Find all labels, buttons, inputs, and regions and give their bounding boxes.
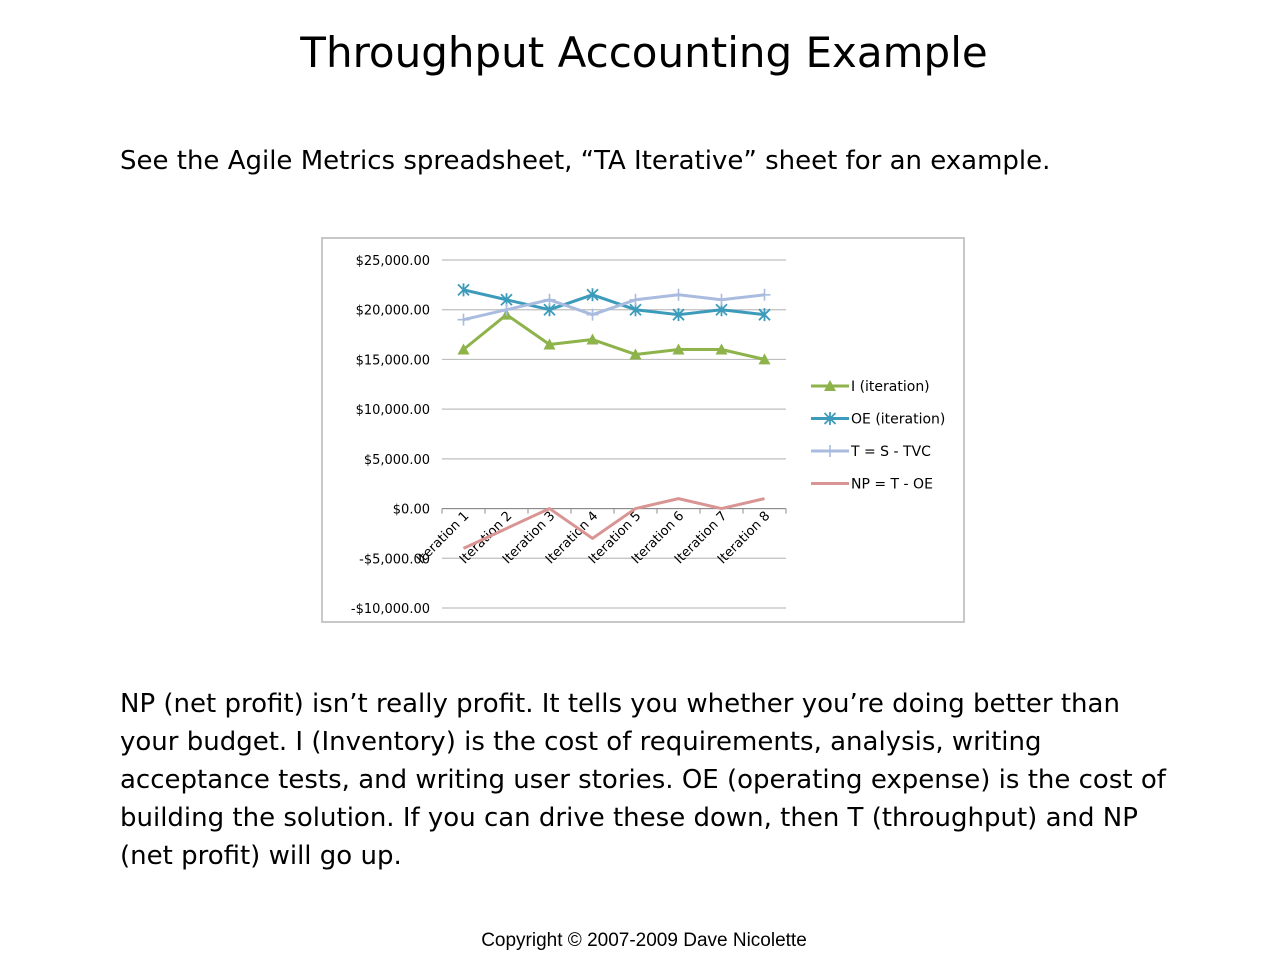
y-tick-label: -$10,000.00 (350, 602, 430, 617)
slide-title: Throughput Accounting Example (300, 28, 988, 77)
y-tick-label: -$5,000.00 (359, 552, 430, 568)
x-tick-label: Iteration 7 (671, 508, 731, 568)
line-chart-svg (323, 239, 963, 621)
legend-label: NP = T - OE (851, 476, 933, 493)
legend-label: I (iteration) (851, 379, 930, 395)
data-point-plus (630, 294, 642, 306)
x-tick-label: Iteration 2 (456, 508, 516, 568)
data-point-plus (759, 289, 771, 301)
body-paragraph: NP (net profit) isn’t really profit. It tells you whether you’re doing better than your budget. I (Inventory) is the cost of requirements, analysis, writing acceptance tests, and writing user stories. OE (operating expense) is the cost of building the solution. If you can drive these down, then T (throughput) and NP (net profit) will go up. (120, 689, 1166, 871)
x-tick-label: Iteration 1 (413, 508, 473, 568)
chart (321, 237, 965, 623)
x-tick-label: Iteration 8 (714, 508, 774, 568)
legend-label: T = S - TVC (851, 444, 931, 460)
y-tick-label: $10,000.00 (355, 403, 430, 419)
data-point-plus (824, 445, 836, 457)
y-tick-label: $25,000.00 (355, 254, 430, 269)
x-tick-label: Iteration 3 (499, 508, 559, 568)
data-point-plus (501, 304, 513, 316)
data-point-plus (458, 314, 470, 326)
y-tick-label: $15,000.00 (355, 353, 430, 369)
intro-text: See the Agile Metrics spreadsheet, “TA Iterative” sheet for an example. (120, 146, 1051, 176)
legend-label: OE (iteration) (851, 411, 946, 428)
copyright-footer: Copyright © 2007-2009 Dave Nicolette (481, 930, 807, 951)
x-tick-label: Iteration 6 (628, 508, 688, 568)
data-point-plus (716, 294, 728, 306)
data-point-plus (673, 289, 685, 301)
data-point-plus (587, 309, 599, 321)
y-tick-label: $5,000.00 (363, 452, 430, 468)
data-point-plus (544, 294, 556, 306)
y-tick-label: $20,000.00 (355, 303, 430, 319)
x-tick-label: Iteration 5 (585, 508, 645, 568)
x-tick-label: Iteration 4 (542, 508, 602, 568)
y-tick-label: $0.00 (392, 502, 430, 518)
